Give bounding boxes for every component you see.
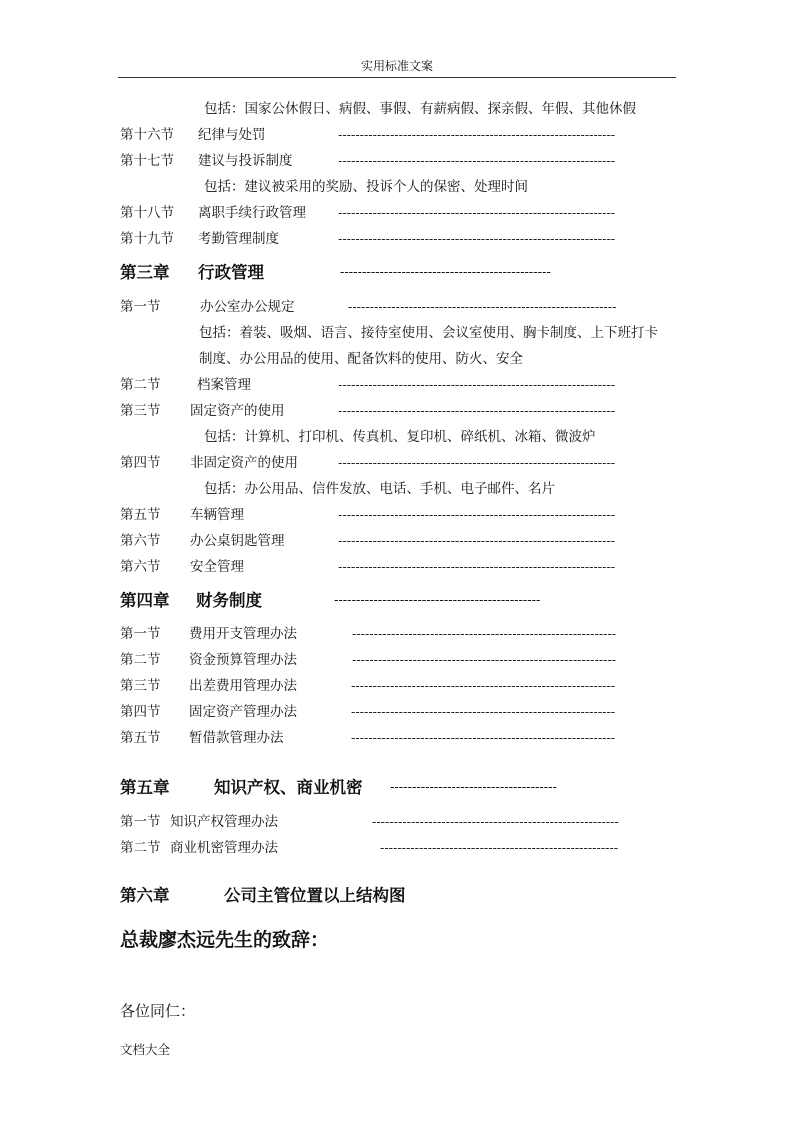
chapter-6-heading[interactable] (0, 883, 794, 909)
leader-dashes: ------------------------------------------------------------- (351, 679, 616, 693)
chapter-number: 第三章 (120, 263, 170, 282)
section-title: 暂借款管理办法 (189, 730, 284, 746)
leader-dashes: ---------------------------------------------------------------- (338, 534, 616, 548)
section-number: 第一节 (120, 814, 161, 830)
leader-dashes: ---------------------------------------------------------------- (338, 154, 616, 168)
section-title: 车辆管理 (190, 507, 244, 523)
leader-dashes: ---------------------------------------------------------------- (338, 404, 616, 418)
section-title: 安全管理 (190, 559, 244, 575)
note-office-1: 包括：着装、吸烟、语言、接待室使用、会议室使用、胸卡制度、上下班打卡 (199, 325, 658, 341)
section-title: 办公室办公规定 (200, 299, 295, 315)
section-title: 知识产权管理办法 (170, 814, 278, 830)
toc-row-c3s1[interactable] (0, 296, 794, 318)
section-number: 第五节 (120, 730, 161, 746)
leader-dashes: -------------------------------------- (390, 780, 557, 795)
leader-dashes: --------------------------------------------------------- (372, 815, 619, 829)
speech-title: 总裁廖杰远先生的致辞： (120, 929, 330, 951)
note-office-2: 制度、办公用品的使用、配备饮料的使用、防火、安全 (199, 351, 523, 367)
leader-dashes: ------------------------------------------------------------- (351, 705, 616, 719)
chapter-5-heading[interactable] (0, 775, 794, 801)
chapter-number: 第五章 (120, 778, 170, 797)
toc-row-s18[interactable] (0, 202, 794, 224)
chapter-4-heading[interactable] (0, 588, 794, 614)
section-title: 建议与投诉制度 (198, 153, 293, 169)
section-title: 离职手续行政管理 (198, 205, 306, 221)
leader-dashes: ---------------------------------------------------------------- (338, 128, 616, 142)
chapter-3-heading[interactable] (0, 260, 794, 286)
leader-dashes: ---------------------------------------------------------------- (338, 456, 616, 470)
greeting: 各位同仁： (120, 1002, 196, 1020)
toc-row-c4s2[interactable] (0, 649, 794, 671)
section-number: 第三节 (120, 678, 161, 694)
note-suggest: 包括：建议被采用的奖励、投诉个人的保密、处理时间 (204, 179, 528, 195)
toc-row-c3s5[interactable] (0, 504, 794, 526)
leader-dashes: ------------------------------------------------ (340, 265, 551, 280)
section-number: 第十八节 (120, 205, 174, 221)
toc-row-c3s2[interactable] (0, 374, 794, 396)
section-title: 考勤管理制度 (198, 231, 279, 247)
toc-row-c3s4[interactable] (0, 452, 794, 474)
toc-row-s16[interactable] (0, 124, 794, 146)
toc-row-c4s3[interactable] (0, 675, 794, 697)
toc-row-s19[interactable] (0, 228, 794, 250)
leader-dashes: -------------------------------------------------------------- (348, 300, 617, 314)
section-title: 档案管理 (197, 377, 251, 393)
section-number: 第四节 (120, 704, 161, 720)
section-number: 第二节 (120, 840, 161, 856)
section-title: 商业机密管理办法 (170, 840, 278, 856)
leader-dashes: ---------------------------------------------------------------- (338, 508, 616, 522)
toc-row-c3s3[interactable] (0, 400, 794, 422)
section-title: 固定资产管理办法 (189, 704, 297, 720)
section-number: 第一节 (120, 626, 161, 642)
section-number: 第六节 (120, 559, 161, 575)
chapter-number: 第四章 (120, 591, 170, 610)
leader-dashes: ------------------------------------------------------------- (351, 731, 616, 745)
chapter-title: 公司主管位置以上结构图 (224, 886, 406, 905)
leader-dashes: ---------------------------------------------------------------- (338, 560, 616, 574)
section-number: 第二节 (120, 377, 161, 393)
toc-row-s17[interactable] (0, 150, 794, 172)
section-number: 第三节 (120, 403, 161, 419)
note-fixed-assets: 包括：计算机、打印机、传真机、复印机、碎纸机、冰箱、微波炉 (204, 429, 596, 445)
note-nonfixed-assets: 包括：办公用品、信件发放、电话、手机、电子邮件、名片 (204, 481, 555, 497)
leader-dashes: ------------------------------------------------------------- (352, 653, 617, 667)
section-number: 第十六节 (120, 127, 174, 143)
toc-row-c3s6b[interactable] (0, 556, 794, 578)
section-number: 第二节 (120, 652, 161, 668)
section-number: 第六节 (120, 533, 161, 549)
section-title: 资金预算管理办法 (189, 652, 297, 668)
toc-row-c4s4[interactable] (0, 701, 794, 723)
section-title: 费用开支管理办法 (189, 626, 297, 642)
section-number: 第十九节 (120, 231, 174, 247)
chapter-title: 财务制度 (196, 591, 262, 610)
section-title: 纪律与处罚 (198, 127, 266, 143)
toc-row-c5s2[interactable] (0, 837, 794, 859)
section-title: 办公桌钥匙管理 (190, 533, 285, 549)
leader-dashes: ------------------------------------------------------- (380, 841, 619, 855)
toc-row-c4s1[interactable] (0, 623, 794, 645)
page-footer: 文档大全 (120, 1042, 171, 1057)
page-header: 实用标准文案 (118, 57, 676, 78)
toc-row-c4s5[interactable] (0, 727, 794, 749)
section-number: 第五节 (120, 507, 161, 523)
leader-dashes: ---------------------------------------------------------------- (338, 378, 616, 392)
chapter-title: 知识产权、商业机密 (214, 778, 363, 797)
chapter-number: 第六章 (120, 886, 170, 905)
note-holidays: 包括：国家公休假日、病假、事假、有薪病假、探亲假、年假、其他休假 (204, 101, 636, 117)
leader-dashes: ---------------------------------------------------------------- (338, 206, 616, 220)
chapter-title: 行政管理 (198, 263, 264, 282)
section-title: 固定资产的使用 (190, 403, 285, 419)
section-number: 第四节 (120, 455, 161, 471)
section-title: 出差费用管理办法 (189, 678, 297, 694)
leader-dashes: ---------------------------------------------------------------- (338, 232, 616, 246)
toc-row-c3s6[interactable] (0, 530, 794, 552)
toc-row-c5s1[interactable] (0, 811, 794, 833)
section-number: 第十七节 (120, 153, 174, 169)
section-title: 非固定资产的使用 (190, 455, 298, 471)
leader-dashes: ----------------------------------------------- (334, 593, 541, 608)
leader-dashes: ------------------------------------------------------------- (352, 627, 617, 641)
section-number: 第一节 (120, 299, 161, 315)
